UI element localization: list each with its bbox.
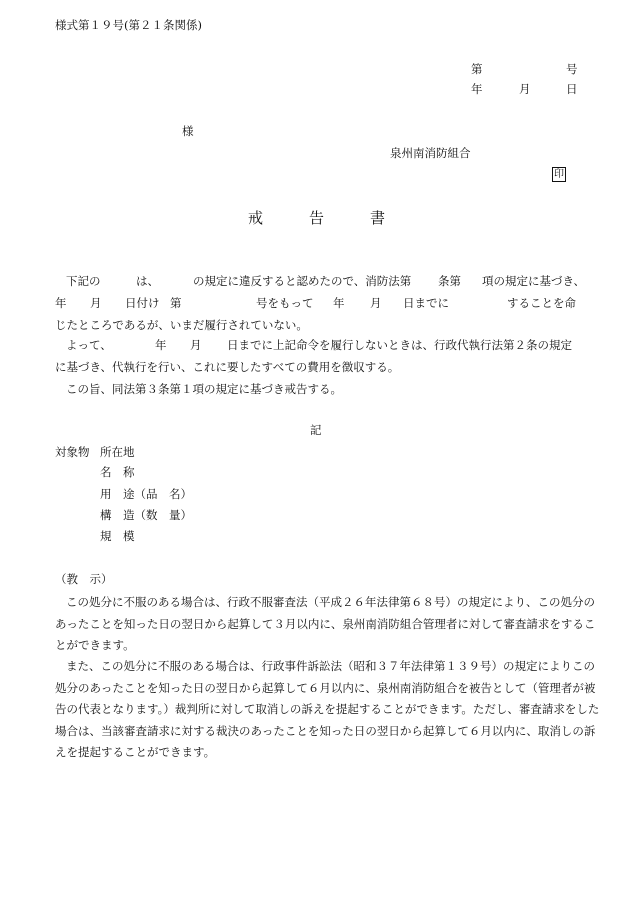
body-text-segment: 項の規定に基づき、 [482,274,586,288]
date-day: 日 [566,82,578,96]
issuer-name: 泉州南消防組合 [390,146,471,160]
location-label: 所在地 [100,445,135,459]
body-text-segment: 号をもって [256,296,314,310]
instruction-line: また、この処分に不服のある場合は、行政事件訴訟法（昭和３７年法律第１３９号）の規定によりこの [66,659,595,673]
notes-heading: 記 [310,423,322,437]
body-text-segment: 月 [190,338,202,352]
instruction-line: この処分に不服のある場合は、行政不服審査法（平成２６年法律第６８号）の規定により、この処分の [66,595,595,609]
body-text-segment: 日までに [403,296,449,310]
body-text-segment: 下記の [66,274,101,288]
date-year: 年 [471,82,483,96]
instruction-line: えを提起することができます。 [55,745,216,759]
body-text-segment: 年 [55,296,67,310]
form-number: 様式第１９号(第２１条関係) [55,18,202,32]
body-text-segment: 条第 [438,274,461,288]
title-char-3: 書 [370,209,386,227]
instruction-line: 処分のあったことを知った日の翌日から起算して６月以内に、泉州南消防組合を被告として（管理者が被 [55,681,596,695]
addressee-honorific: 様 [182,124,194,138]
title-char-1: 戒 [248,209,264,227]
body-line-5: に基づき、代執行を行い、これに要したすべての費用を徴収する。 [55,360,400,374]
body-text-segment: 日までに上記命令を履行しないときは、行政代執行法第２条の規定 [227,338,572,352]
body-text-segment: 年 [333,296,345,310]
body-text-segment: よって、 [66,338,112,352]
instruction-heading: （教 示） [55,572,113,586]
body-text-segment: は、 [136,274,159,288]
name-label: 名 称 [100,465,135,479]
instruction-line: 告の代表となります。）裁判所に対して取消しの訴えを提起することができます。ただし、審査請求をした [55,702,600,716]
target-label: 対象物 [55,445,90,459]
body-text-segment: 年 [155,338,167,352]
title-char-2: 告 [309,209,325,227]
body-line-6: この旨、同法第３条第１項の規定に基づき戒告する。 [66,382,342,396]
instruction-line: 場合は、当該審査請求に対する裁決のあったことを知った日の翌日から起算して６月以内に、取消しの訴 [55,724,596,738]
body-text-segment: 第 [170,296,182,310]
use-label: 用 途（品 名） [100,487,192,501]
body-line-3: じたところであるが、いまだ履行されていない。 [55,318,308,332]
structure-label: 構 造（数 量） [100,508,192,522]
date-month: 月 [519,82,531,96]
doc-no-prefix: 第 [471,62,483,76]
body-text-segment: の規定に違反すると認めたので、消防法第 [193,274,412,288]
body-text-segment: することを命 [507,296,576,310]
body-text-segment: 日付け [125,296,160,310]
body-text-segment: 月 [370,296,382,310]
instruction-line: とができます。 [55,638,135,652]
body-text-segment: 月 [90,296,102,310]
instruction-line: あったことを知った日の翌日から起算して３月以内に、泉州南消防組合管理者に対して審査請求をするこ [55,617,596,631]
seal-mark: 印 [554,169,564,180]
scale-label: 規 模 [100,529,135,543]
doc-no-suffix: 号 [566,62,578,76]
